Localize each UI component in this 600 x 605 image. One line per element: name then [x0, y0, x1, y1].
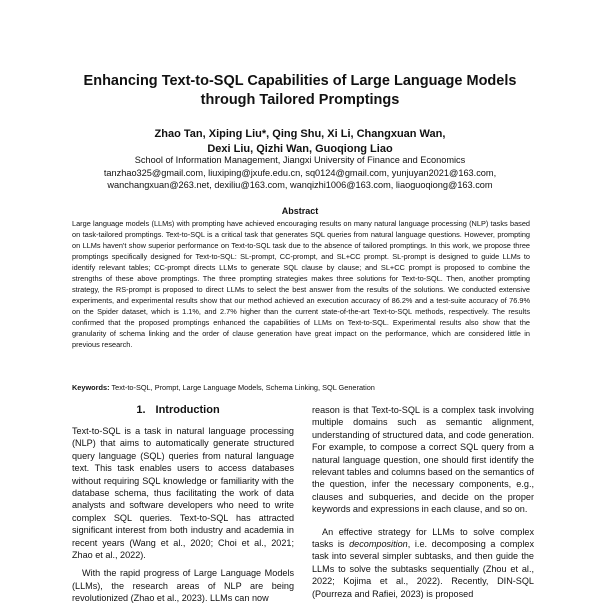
left-column	[72, 402, 294, 605]
section-title: Introduction	[155, 404, 220, 416]
paper-title	[60, 72, 540, 110]
intro-p4-before: An effective strategy for LLMs to solve complex tasks is	[312, 526, 534, 550]
institution: School of Information Management, Jiangxi University of Finance and Economics	[134, 155, 466, 165]
intro-paragraph-2: With the rapid progress of Large Language Models (LLMs), the research areas of NLP are being revolutionized (Zhao et al., 2023). LLMs can now	[72, 568, 294, 604]
keywords-text: Text-to-SQL, Prompt, Large Language Models, Schema Linking, SQL Generation	[109, 383, 375, 392]
intro-p4-emphasis: decomposition	[349, 539, 408, 550]
author-list	[60, 127, 540, 156]
keywords	[72, 382, 530, 393]
intro-paragraph-1: Text-to-SQL is a task in natural language processing (NLP) that aims to automatically generate structured query language (SQL) queries from natural language text. This task enables users to access databases without requiring SQL knowledge or familiarity with the database schema, thus facilitating the work of data analysts and software developers who need to write complex SQL queries. Text-to-SQL has attracted significant interest from both industry and academia in recent years (Wang et al., 2020; Choi et al., 2021; Zhao et al., 2022).	[72, 426, 294, 561]
right-column	[312, 404, 534, 600]
abstract-heading: Abstract	[281, 206, 319, 216]
author-line-2: Dexi Liu, Qizhi Wan, Guoqiong Liao	[207, 142, 393, 155]
section-heading-introduction	[72, 402, 294, 418]
intro-paragraph-4	[312, 526, 534, 600]
abstract-text: Large language models (LLMs) with prompting have achieved encouraging results on many natural language processing (NLP) tasks based on task-tailored promptings. Text-to-SQL is a critical task that generates SQL queries from natural language questions. However, prompting on LLMs haven't show superior performance on Text-to-SQL task due to the absence of tailored promptings. In this work, we propose three promptings specifically designed for Text-to-SQL: SL-prompt, CC-prompt, and SL+CC prompt. SL-prompt is designed to guide LLMs to identify relevant tables; CC-prompt directs LLMs to generate SQL clause by clause; and SL+CC prompt is proposed to combine the strengths of these above promptings. The three prompting strategies makes three solutions for Text-to-SQL. Then, another prompting strategy, the RS-prompt is proposed to direct LLMs to select the best answer from the results of the solutions. We conducted extensive experiments, and experimental results show that our method achieved an execution accuracy of 86.2% and a test-suite accuracy of 76.9% on the Spider dataset, which is 1.1%, and 2.7% higher than the current state-of-the-art Text-to-SQL methods, respectively. The results confirmed that the proposed promptings enhanced the capabilities of LLMs on Text-to-SQL. Experimental results also show that the granularity of schema linking and the order of clause generation have great impact on the performance, which are considered little in previous research.	[72, 219, 530, 349]
intro-paragraph-3: reason is that Text-to-SQL is a complex task involving multiple domains such as semantic alignment, understanding of structured data, and code generation. For example, to compose a correct SQL query from a natural language question, one should first identify the relevant tables and columns based on the semantics of the question, infer the necessary components, e.g., clauses and subqueries, and decide on the proper keywords and expressions in each clause, and so on.	[312, 405, 534, 515]
paper-title-line-2: through Tailored Promptings	[200, 92, 400, 108]
emails-line-1: tanzhao325@gmail.com, liuxiping@jxufe.edu.cn, sq0124@gmail.com, yunjuyan2021@163.com,	[103, 167, 497, 178]
section-number: 1.	[136, 404, 146, 416]
author-line-1: Zhao Tan, Xiping Liu*, Qing Shu, Xi Li, Changxuan Wan,	[154, 128, 446, 140]
intro-p4-after: , i.e. decomposing a complex task into several simpler subtasks, and then guide the LLMs to solve the subtasks sequentially (Zhou et al., 2022; Kojima et al., 2022). Recently, DIN-SQL (Pourreza and Rafiei, 2023) is proposed	[312, 539, 534, 599]
paper-title-line-1: Enhancing Text-to-SQL Capabilities of Large Language Models	[83, 73, 517, 89]
affiliation-block	[40, 154, 560, 192]
keywords-label: Keywords:	[72, 383, 110, 392]
emails-line-2: wanchangxuan@263.net, dexiliu@163.com, wanqizhi1006@163.com, liaoguoqiong@163.com	[107, 180, 493, 190]
